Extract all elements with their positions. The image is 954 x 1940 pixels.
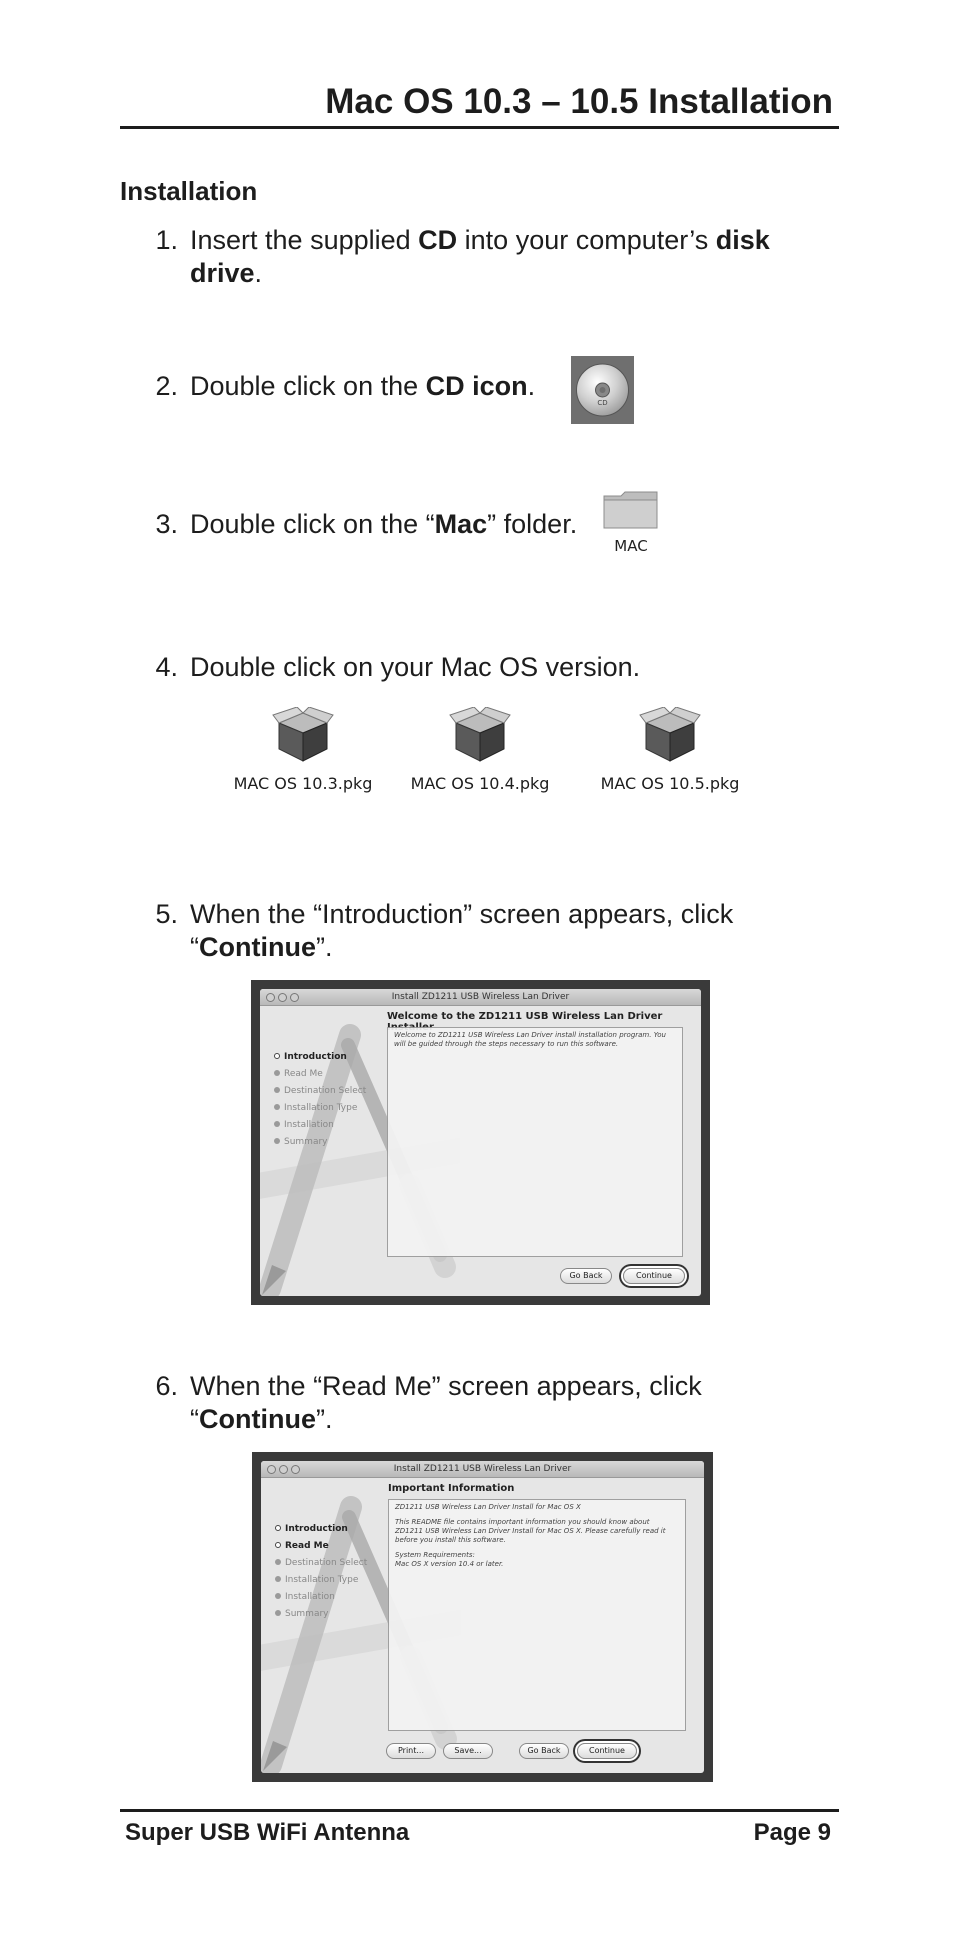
window-titlebar bbox=[260, 989, 701, 1006]
step-number: 3. bbox=[155, 509, 178, 539]
step-text: “ bbox=[190, 932, 199, 962]
step-number: 5. bbox=[155, 899, 178, 929]
package-label: MAC OS 10.5.pkg bbox=[600, 774, 740, 793]
footer-rule bbox=[120, 1809, 839, 1812]
content-pane bbox=[387, 1027, 683, 1257]
footer-product-name: Super USB WiFi Antenna bbox=[125, 1819, 410, 1846]
readme-line: Mac OS X version 10.4 or later. bbox=[395, 1560, 504, 1568]
step-text: Double click on the “ bbox=[190, 509, 435, 539]
zoom-window-icon[interactable] bbox=[290, 993, 299, 1002]
step-text: Double click on your Mac OS version. bbox=[190, 652, 641, 682]
window-titlebar bbox=[261, 1461, 704, 1478]
go-back-button[interactable]: Go Back bbox=[519, 1743, 569, 1759]
pane-body bbox=[389, 1500, 685, 1578]
installer-steps-sidebar bbox=[274, 1049, 366, 1151]
folder-icon bbox=[601, 488, 661, 532]
package-icon bbox=[448, 707, 512, 765]
cd-icon-label: CD bbox=[597, 399, 608, 407]
step-5 bbox=[140, 898, 800, 964]
sidebar-step: Destination Select bbox=[284, 1086, 367, 1096]
sidebar-step: Installation Type bbox=[285, 1575, 359, 1585]
step-text: ”. bbox=[315, 1404, 333, 1434]
step-bold: CD icon bbox=[425, 371, 528, 401]
window-title: Install ZD1211 USB Wireless Lan Driver bbox=[393, 1464, 572, 1474]
pane-title: Welcome to the ZD1211 USB Wireless Lan Driver bbox=[387, 1011, 663, 1022]
close-window-icon[interactable] bbox=[267, 1465, 276, 1474]
step-bold: disk bbox=[715, 225, 770, 255]
page-title: Mac OS 10.3 – 10.5 Installation bbox=[325, 82, 833, 121]
mac-folder bbox=[601, 488, 661, 555]
zoom-window-icon[interactable] bbox=[291, 1465, 300, 1474]
content-pane bbox=[388, 1499, 686, 1731]
minimize-window-icon[interactable] bbox=[279, 1465, 288, 1474]
step-3 bbox=[140, 508, 800, 541]
step-text: ” folder. bbox=[487, 509, 578, 539]
installer-window-introduction bbox=[251, 980, 710, 1305]
step-text: When the “Introduction” screen appears, click bbox=[190, 899, 734, 929]
pane-title: Important Information bbox=[388, 1483, 515, 1494]
sidebar-step: Summary bbox=[285, 1609, 329, 1619]
package-icon bbox=[271, 707, 335, 765]
package-item bbox=[585, 707, 755, 793]
sidebar-step: Installation Type bbox=[284, 1103, 358, 1113]
section-heading: Installation bbox=[120, 176, 258, 206]
step-bold: Continue bbox=[199, 1404, 316, 1434]
go-back-button[interactable]: Go Back bbox=[560, 1268, 612, 1284]
step-bold: Continue bbox=[199, 932, 316, 962]
step-text: When the “Read Me” screen appears, click bbox=[190, 1371, 702, 1401]
sidebar-step: Introduction bbox=[285, 1524, 348, 1534]
step-1 bbox=[140, 224, 800, 290]
sidebar-step: Read Me bbox=[284, 1069, 323, 1079]
sidebar-step: Installation bbox=[285, 1592, 335, 1602]
sidebar-step: Destination Select bbox=[285, 1558, 368, 1568]
window-title: Install ZD1211 USB Wireless Lan Driver bbox=[391, 992, 570, 1002]
step-4 bbox=[140, 651, 800, 684]
step-number: 4. bbox=[155, 652, 178, 682]
readme-paragraph: This README file contains important information you should know about ZD1211 USB Wireless Lan Driver Install for Mac OS X. Please carefully read it before you install this software. bbox=[395, 1518, 666, 1544]
pane-body: Welcome to ZD1211 USB Wireless Lan Driver install installation program. You will be guided through the steps necessary to run this software. bbox=[394, 1031, 666, 1048]
step-text: “ bbox=[190, 1404, 199, 1434]
readme-line: System Requirements: bbox=[395, 1551, 475, 1559]
package-label: MAC OS 10.4.pkg bbox=[410, 774, 550, 793]
sidebar-step: Summary bbox=[284, 1137, 328, 1147]
step-2 bbox=[140, 370, 800, 403]
minimize-window-icon[interactable] bbox=[278, 993, 287, 1002]
step-text: . bbox=[254, 258, 263, 288]
step-text: Double click on the bbox=[190, 371, 426, 401]
installer-steps-sidebar bbox=[275, 1521, 367, 1623]
step-6 bbox=[140, 1370, 800, 1436]
header-rule bbox=[120, 126, 839, 129]
continue-button[interactable]: Continue bbox=[577, 1743, 637, 1759]
close-window-icon[interactable] bbox=[266, 993, 275, 1002]
package-icon bbox=[638, 707, 702, 765]
sidebar-step: Read Me bbox=[285, 1541, 329, 1551]
footer-page-number: Page 9 bbox=[753, 1819, 831, 1846]
step-number: 6. bbox=[155, 1371, 178, 1401]
save-button[interactable]: Save... bbox=[443, 1743, 493, 1759]
installer-window-read-me bbox=[252, 1452, 713, 1782]
step-text: into your computer’s bbox=[457, 225, 716, 255]
cd-disc-icon bbox=[571, 356, 634, 424]
step-text: Insert the supplied bbox=[190, 225, 419, 255]
step-number: 2. bbox=[155, 371, 178, 401]
sidebar-step: Installation bbox=[284, 1120, 334, 1130]
step-bold: CD bbox=[418, 225, 458, 255]
package-item bbox=[395, 707, 565, 793]
print-button[interactable]: Print... bbox=[386, 1743, 436, 1759]
package-label: MAC OS 10.3.pkg bbox=[233, 774, 373, 793]
step-bold: Mac bbox=[434, 509, 488, 539]
continue-button[interactable]: Continue bbox=[623, 1268, 685, 1284]
step-number: 1. bbox=[155, 225, 178, 255]
sidebar-step: Introduction bbox=[284, 1052, 347, 1062]
step-text: ”. bbox=[315, 932, 333, 962]
step-bold: drive bbox=[190, 258, 255, 288]
step-text: . bbox=[527, 371, 536, 401]
package-item bbox=[218, 707, 388, 793]
readme-line: ZD1211 USB Wireless Lan Driver Install for Mac OS X bbox=[395, 1503, 581, 1511]
folder-label: MAC bbox=[614, 537, 648, 555]
